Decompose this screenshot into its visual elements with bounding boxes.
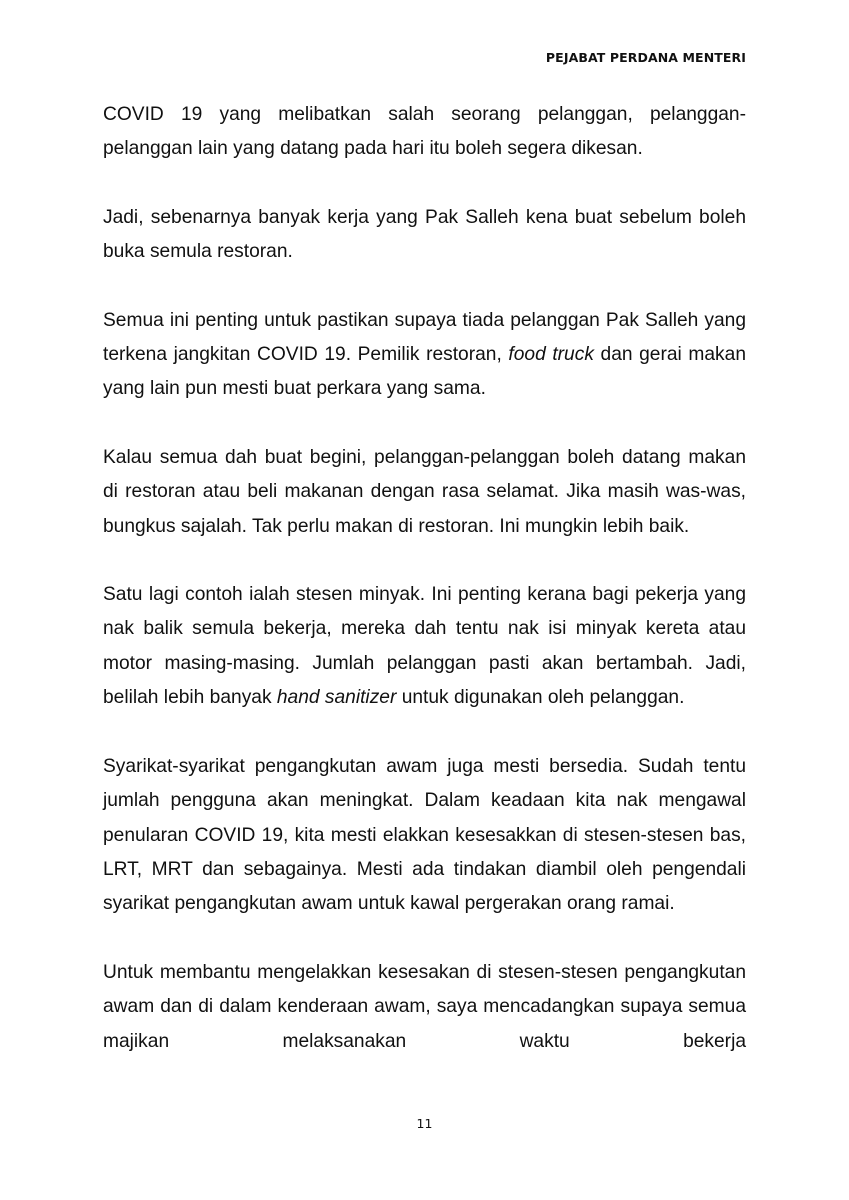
italic-term-hand-sanitizer: hand sanitizer — [276, 687, 397, 709]
paragraph-petrol-station — [103, 578, 746, 716]
paragraph-restaurant-owners — [103, 304, 746, 407]
paragraph-customers-safe: Kalau semua dah buat begini, pelanggan-pelanggan boleh datang makan di restoran atau beli makanan dengan rasa selamat. Jika masih was-was, bungkus sajalah. Tak perlu makan di restoran. Ini mungkin lebih baik. — [103, 446, 746, 537]
paragraph-pak-salleh-work: Jadi, sebenarnya banyak kerja yang Pak Salleh kena buat sebelum boleh buka semula restoran. — [103, 206, 746, 263]
paragraph-public-transport: Syarikat-syarikat pengangkutan awam juga mesti bersedia. Sudah tentu jumlah pengguna akan meningkat. Dalam keadaan kita nak mengawal penularan COVID 19, kita mesti elakkan kesesakkan di stesen-stesen bas, LRT, MRT dan sebagainya. Mesti ada tindakan diambil oleh pengendali syarikat pengangkutan awam untuk kawal pergerakan orang ramai. — [103, 755, 746, 915]
page-number: 11 — [416, 1116, 433, 1131]
paragraph-text-segment: dan gerai makan yang lain pun mesti buat perkara yang sama. — [103, 344, 746, 400]
italic-term-food-truck: food truck — [508, 344, 594, 366]
page-header: PEJABAT PERDANA MENTERI — [545, 50, 746, 65]
paragraph-text-segment: untuk digunakan oleh pelanggan. — [396, 687, 685, 709]
paragraph-covid-contact-tracing: COVID 19 yang melibatkan salah seorang pelanggan, pelanggan-pelanggan lain yang datang pada hari itu boleh segera dikesan. — [103, 104, 746, 160]
document-body — [103, 98, 746, 1059]
paragraph-text-segment: Semua ini penting untuk pastikan supaya tiada pelanggan Pak Salleh yang terkena jangkitan COVID 19. Pemilik restoran, — [103, 309, 746, 366]
paragraph-text-segment: Satu lagi contoh ialah stesen minyak. Ini penting kerana bagi pekerja yang nak balik semula bekerja, mereka dah tentu nak isi minyak kereta atau motor masing-masing. Jumlah pelanggan pasti akan bertambah. Jadi, belilah lebih banyak — [103, 584, 746, 709]
paragraph-employers-working-hours: Untuk membantu mengelakkan kesesakan di stesen-stesen pengangkutan awam dan di dalam kenderaan awam, saya mencadangkan supaya semua majikan melaksanakan waktu bekerja — [103, 961, 746, 1052]
